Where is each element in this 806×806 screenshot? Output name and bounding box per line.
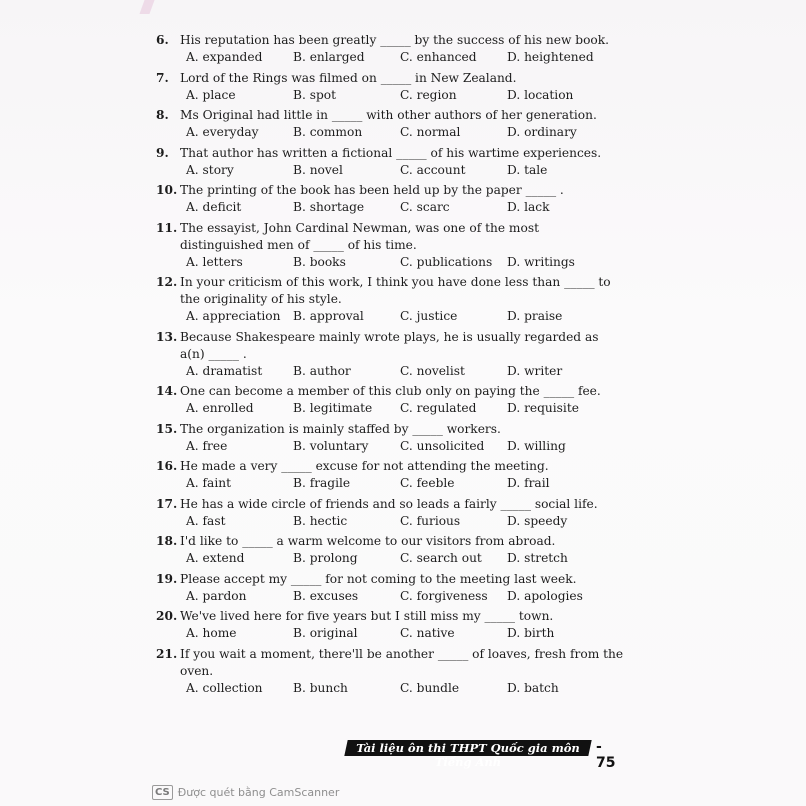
answer-option: C. enhanced	[400, 50, 477, 64]
question-text: He made a very _____ excuse for not attending the meeting.	[180, 459, 549, 473]
book-title: Tài liệu ôn thi THPT Quốc gia môn Tiếng Anh	[356, 741, 580, 769]
question-stem	[156, 421, 626, 438]
answer-option: B. shortage	[293, 200, 365, 214]
answer-option: D. frail	[507, 476, 550, 490]
question-item	[156, 646, 626, 697]
question-text: If you wait a moment, there'll be another _____ of loaves, fresh from the oven.	[180, 646, 624, 678]
answer-options	[156, 124, 626, 141]
answer-option: A. pardon	[186, 588, 247, 603]
question-stem	[156, 220, 626, 254]
answer-option: A. home	[186, 626, 237, 640]
answer-option: B. fragile	[293, 476, 351, 490]
question-text: He has a wide circle of friends and so leads a fairly _____ social life.	[180, 496, 598, 511]
answer-option: A. expanded	[186, 50, 263, 64]
answer-option: B. prolong	[293, 551, 358, 565]
answer-option: C. search out	[400, 551, 482, 565]
page-corner-mark	[139, 0, 154, 14]
question-item	[156, 533, 626, 567]
question-number: 16.	[156, 459, 178, 473]
answer-options	[156, 199, 626, 216]
answer-option: A. letters	[186, 254, 243, 269]
answer-option: B. author	[293, 363, 351, 378]
answer-option: C. native	[400, 626, 455, 640]
answer-option: B. enlarged	[293, 50, 365, 64]
question-item	[156, 145, 626, 179]
answer-option: D. writings	[507, 254, 575, 269]
question-stem	[156, 274, 626, 308]
answer-options	[156, 625, 626, 642]
question-text: The essayist, John Cardinal Newman, was one of the most distinguished men of _____ of his time.	[180, 220, 539, 252]
answer-option: C. normal	[400, 125, 461, 139]
answer-option: C. feeble	[400, 476, 455, 490]
question-stem	[156, 496, 626, 513]
answer-option: A. deficit	[186, 200, 242, 214]
answer-option: A. free	[186, 438, 228, 453]
answer-option: A. place	[186, 87, 236, 102]
question-stem	[156, 182, 626, 199]
answer-options	[156, 475, 626, 492]
answer-option: D. praise	[507, 309, 563, 323]
question-text: One can become a member of this club only on paying the _____ fee.	[180, 384, 601, 398]
answer-option: C. novelist	[400, 363, 465, 378]
answer-option: D. batch	[507, 680, 559, 695]
question-number: 19.	[156, 571, 178, 586]
answer-option: C. region	[400, 87, 457, 102]
answer-option: B. books	[293, 254, 346, 269]
answer-option: B. legitimate	[293, 401, 373, 415]
answer-option: D. lack	[507, 200, 550, 214]
answer-option: A. enrolled	[186, 401, 254, 415]
answer-options	[156, 400, 626, 417]
scanner-label: Được quét bằng CamScanner	[177, 785, 340, 799]
question-stem	[156, 608, 626, 625]
page-footer	[346, 736, 626, 771]
question-item	[156, 107, 626, 141]
question-text: In your criticism of this work, I think you have done less than _____ to the originality of his style.	[180, 275, 611, 306]
question-number: 7.	[156, 70, 169, 85]
question-item	[156, 383, 626, 417]
answer-option: B. spot	[293, 87, 336, 102]
answer-option: A. extend	[186, 551, 245, 565]
answer-options	[156, 254, 626, 271]
question-text: Because Shakespeare mainly wrote plays, he is usually regarded as a(n) _____ .	[180, 329, 599, 361]
question-item	[156, 220, 626, 271]
answer-option: C. scarc	[400, 200, 450, 214]
question-number: 13.	[156, 329, 178, 344]
answer-options	[156, 588, 626, 605]
answer-option: D. stretch	[507, 551, 568, 565]
answer-options	[156, 438, 626, 455]
answer-option: C. justice	[400, 309, 458, 323]
answer-option: D. willing	[507, 438, 566, 453]
answer-option: C. bundle	[400, 680, 460, 695]
answer-options	[156, 363, 626, 380]
question-stem	[156, 32, 626, 49]
question-number: 18.	[156, 534, 178, 548]
answer-option: B. bunch	[293, 680, 348, 695]
question-number: 14.	[156, 384, 178, 398]
question-number: 17.	[156, 496, 178, 511]
answer-option: D. heightened	[507, 50, 594, 64]
answer-option: B. hectic	[293, 513, 348, 528]
scanner-watermark	[152, 784, 339, 800]
answer-options	[156, 680, 626, 697]
question-number: 12.	[156, 275, 178, 289]
answer-option: C. regulated	[400, 401, 477, 415]
answer-options	[156, 162, 626, 179]
answer-option: A. everyday	[186, 125, 259, 139]
question-item	[156, 458, 626, 492]
answer-option: A. story	[186, 162, 234, 177]
answer-option: D. tale	[507, 162, 548, 177]
answer-option: C. furious	[400, 513, 461, 528]
answer-option: A. collection	[186, 680, 263, 695]
answer-option: D. birth	[507, 626, 555, 640]
answer-option: B. original	[293, 626, 358, 640]
question-number: 21.	[156, 646, 178, 661]
question-number: 11.	[156, 220, 178, 235]
question-number: 20.	[156, 609, 178, 623]
question-stem	[156, 383, 626, 400]
answer-option: B. novel	[293, 162, 343, 177]
question-stem	[156, 646, 626, 680]
answer-option: B. excuses	[293, 588, 359, 603]
answer-option: C. forgiveness	[400, 588, 488, 603]
answer-option: C. account	[400, 162, 466, 177]
answer-options	[156, 308, 626, 325]
camscanner-logo-icon: CS	[152, 785, 173, 800]
answer-option: D. requisite	[507, 401, 579, 415]
question-item	[156, 571, 626, 605]
question-text: We've lived here for five years but I still miss my _____ town.	[180, 609, 554, 623]
page-number: - 75	[596, 739, 616, 771]
question-text: That author has written a fictional _____ of his wartime experiences.	[180, 145, 602, 160]
answer-options	[156, 550, 626, 567]
answer-option: D. ordinary	[507, 125, 577, 139]
answer-option: B. common	[293, 125, 363, 139]
answer-option: D. writer	[507, 363, 563, 378]
question-item	[156, 182, 626, 216]
answer-option: A. appreciation	[186, 309, 281, 323]
question-list	[156, 32, 626, 700]
answer-option: B. voluntary	[293, 438, 369, 453]
question-text: His reputation has been greatly _____ by the success of his new book.	[180, 33, 610, 47]
question-item	[156, 421, 626, 455]
question-stem	[156, 329, 626, 363]
question-text: The organization is mainly staffed by _____ workers.	[180, 421, 501, 436]
question-text: The printing of the book has been held up by the paper _____ .	[180, 183, 564, 197]
answer-option: C. unsolicited	[400, 438, 485, 453]
answer-option: A. fast	[186, 513, 226, 528]
question-item	[156, 274, 626, 325]
question-stem	[156, 70, 626, 87]
question-number: 15.	[156, 421, 178, 436]
question-item	[156, 70, 626, 104]
question-item	[156, 608, 626, 642]
question-item	[156, 329, 626, 380]
question-text: I'd like to _____ a warm welcome to our visitors from abroad.	[180, 534, 556, 548]
answer-options	[156, 49, 626, 66]
question-item	[156, 32, 626, 66]
answer-option: D. location	[507, 87, 574, 102]
answer-option: D. apologies	[507, 588, 583, 603]
question-stem	[156, 458, 626, 475]
answer-option: A. dramatist	[186, 363, 263, 378]
question-number: 9.	[156, 145, 169, 160]
answer-options	[156, 87, 626, 104]
answer-options	[156, 513, 626, 530]
question-stem	[156, 533, 626, 550]
question-stem	[156, 107, 626, 124]
question-text: Lord of the Rings was filmed on _____ in New Zealand.	[180, 70, 517, 85]
question-number: 6.	[156, 33, 169, 47]
question-text: Ms Original had little in _____ with other authors of her generation.	[180, 108, 597, 122]
answer-option: A. faint	[186, 476, 231, 490]
answer-option: B. approval	[293, 309, 364, 323]
answer-option: C. publications	[400, 254, 493, 269]
question-item	[156, 496, 626, 530]
question-number: 10.	[156, 183, 178, 197]
question-stem	[156, 145, 626, 162]
answer-option: D. speedy	[507, 513, 568, 528]
question-text: Please accept my _____ for not coming to the meeting last week.	[180, 571, 577, 586]
question-number: 8.	[156, 108, 169, 122]
question-stem	[156, 571, 626, 588]
